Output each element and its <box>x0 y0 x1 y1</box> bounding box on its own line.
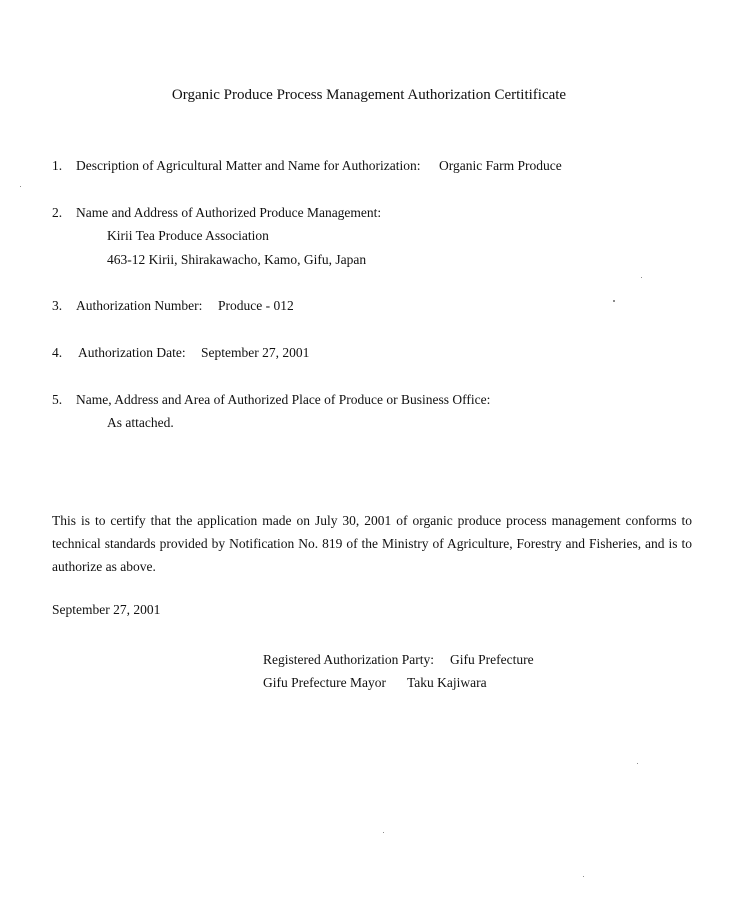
scan-speck <box>641 277 642 278</box>
item-2-line-1: Kirii Tea Produce Association <box>107 228 269 243</box>
scan-speck <box>637 763 638 764</box>
item-1-value: Organic Farm Produce <box>439 158 562 173</box>
item-4-label: Authorization Date: <box>78 345 186 360</box>
official-title: Gifu Prefecture Mayor <box>263 675 386 690</box>
scan-speck <box>613 300 615 302</box>
item-2-label: Name and Address of Authorized Produce Management: <box>76 205 382 220</box>
item-1-number: 1. <box>52 158 63 173</box>
issue-date: September 27, 2001 <box>52 602 161 617</box>
certification-paragraph: This is to certify that the application made on July 30, 2001 of organic produce process management conforms to technical standards provided by Notification No. 819 of the Ministry of Agriculture, Forestry and Fisheries, and is to authorize as above. <box>52 513 692 574</box>
document-title: Organic Produce Process Management Authorization Certitificate <box>171 87 567 103</box>
authorization-party-value: Gifu Prefecture <box>450 652 534 667</box>
item-4-number: 4. <box>52 345 63 360</box>
item-1-label: Description of Agricultural Matter and Name for Authorization: <box>76 158 421 173</box>
item-4-value: September 27, 2001 <box>201 345 310 360</box>
item-5-number: 5. <box>52 392 63 407</box>
item-3-label: Authorization Number: <box>76 298 203 313</box>
scan-speck <box>583 876 584 877</box>
scan-speck <box>383 832 384 833</box>
item-2-number: 2. <box>52 205 63 220</box>
item-3-value: Produce - 012 <box>218 298 294 313</box>
item-5-line-1: As attached. <box>107 415 174 430</box>
item-2-line-2: 463-12 Kirii, Shirakawacho, Kamo, Gifu, Japan <box>107 252 367 267</box>
item-5-label: Name, Address and Area of Authorized Place of Produce or Business Office: <box>76 392 491 407</box>
official-name: Taku Kajiwara <box>407 675 487 690</box>
authorization-party-label: Registered Authorization Party: <box>263 652 434 667</box>
item-3-number: 3. <box>52 298 63 313</box>
scan-speck <box>20 186 21 187</box>
